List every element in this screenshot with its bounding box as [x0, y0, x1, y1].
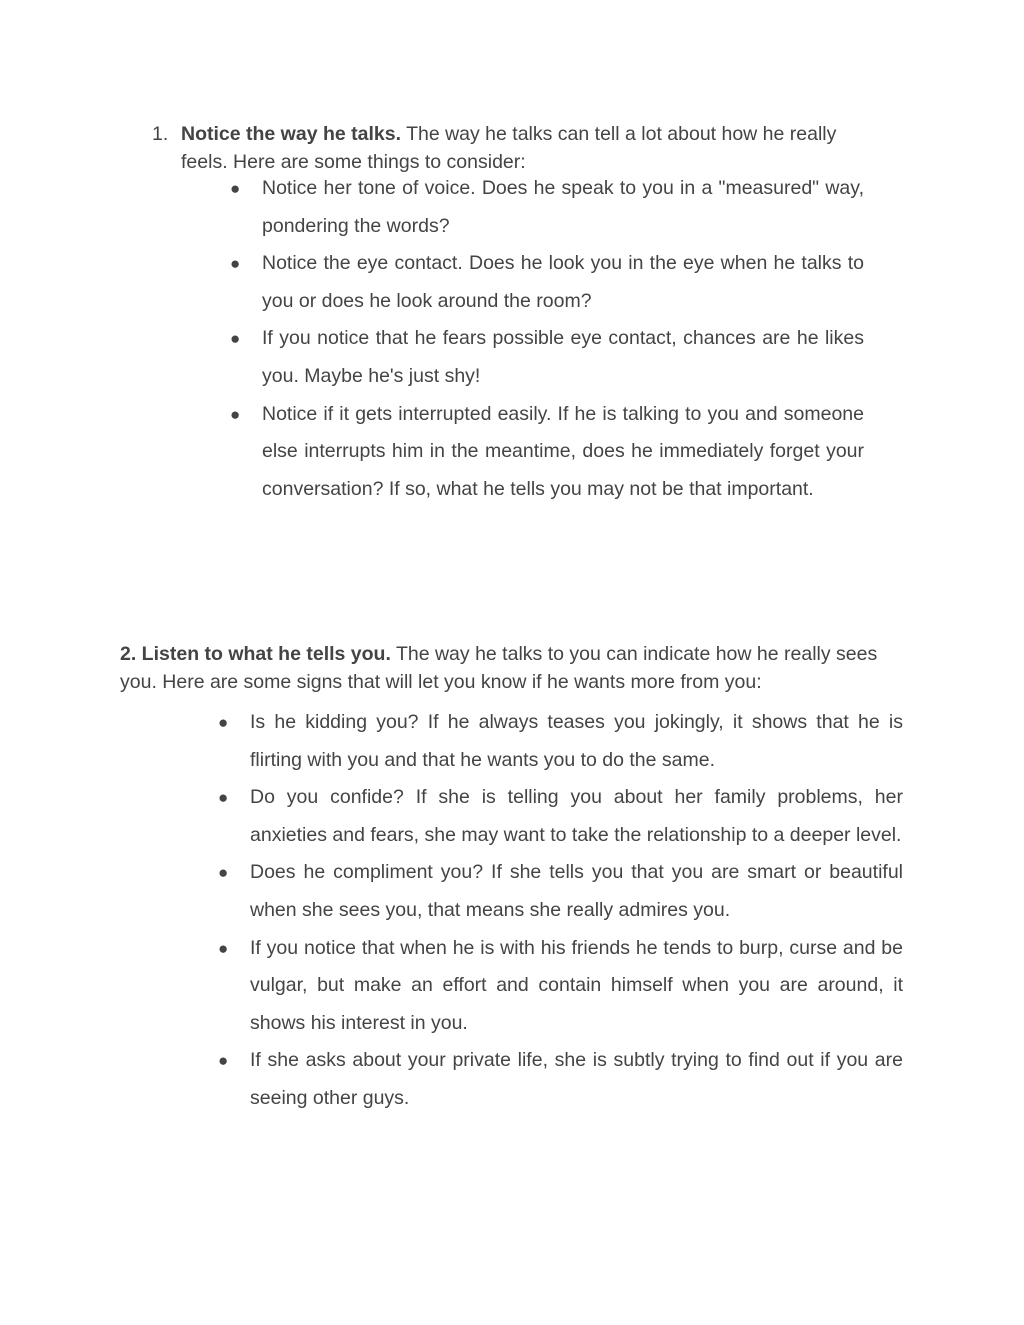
list-item [230, 245, 864, 320]
bullet-icon: ● [218, 1051, 229, 1071]
list-item-text: Notice her tone of voice. Does he speak to you in a "measured" way, pondering the words? [262, 177, 864, 237]
bullet-icon: ● [218, 863, 229, 883]
section-1-number: 1. [152, 123, 169, 145]
list-item-text: Do you confide? If she is telling you about her family problems, her anxieties and fears, she may want to take the relationship to a deeper level. [250, 786, 903, 846]
list-item [230, 170, 864, 245]
list-item-text: Notice the eye contact. Does he look you in the eye when he talks to you or does he look around the room? [262, 252, 864, 312]
bullet-icon: ● [218, 713, 229, 732]
list-item [218, 704, 903, 779]
section-1-heading-text [181, 120, 864, 176]
section-2-heading [120, 640, 904, 696]
list-item-text: Notice if it gets interrupted easily. If he is talking to you and someone else interrupts him in the meantime, does he immediately forget your conversation? If so, what he tells you may not be that important. [262, 402, 864, 500]
list-item [230, 396, 864, 509]
bullet-icon: ● [230, 179, 241, 198]
section-1-heading-bold: Notice the way he talks. [181, 123, 401, 145]
list-item [218, 779, 903, 854]
section-1-heading-body: The way he talks can tell a lot about how he really feels. Here are some things to consider: [181, 123, 837, 173]
list-item [230, 320, 864, 395]
list-item-text: If you notice that he fears possible eye contact, chances are he likes you. Maybe he's just shy! [262, 327, 864, 387]
list-item-text: If you notice that when he is with his friends he tends to burp, curse and be vulgar, but make an effort and contain himself when you are around, it shows his interest in you. [250, 936, 903, 1034]
list-item [218, 1042, 903, 1117]
section-2-heading-bold: 2. Listen to what he tells you. [120, 643, 391, 665]
bullet-icon: ● [230, 404, 241, 424]
bullet-icon: ● [218, 938, 229, 958]
list-item-text: Does he compliment you? If she tells you that you are smart or beautiful when she sees you, that means she really admires you. [250, 861, 903, 921]
list-item-text: Is he kidding you? If he always teases you jokingly, it shows that he is flirting with you and that he wants you to do the same. [250, 711, 903, 771]
bullet-icon: ● [230, 254, 241, 274]
list-item [218, 930, 903, 1043]
section-2-heading-body: The way he talks to you can indicate how he really sees you. Here are some signs that will let you know if he wants more from you: [120, 643, 878, 693]
section-2-bullet-list [218, 704, 903, 1118]
bullet-icon: ● [218, 788, 229, 808]
section-1-heading [152, 120, 864, 176]
list-item [218, 854, 903, 929]
section-1-bullet-list [230, 170, 864, 508]
list-item-text: If she asks about your private life, she is subtly trying to find out if you are seeing other guys. [250, 1049, 903, 1109]
bullet-icon: ● [230, 329, 241, 349]
